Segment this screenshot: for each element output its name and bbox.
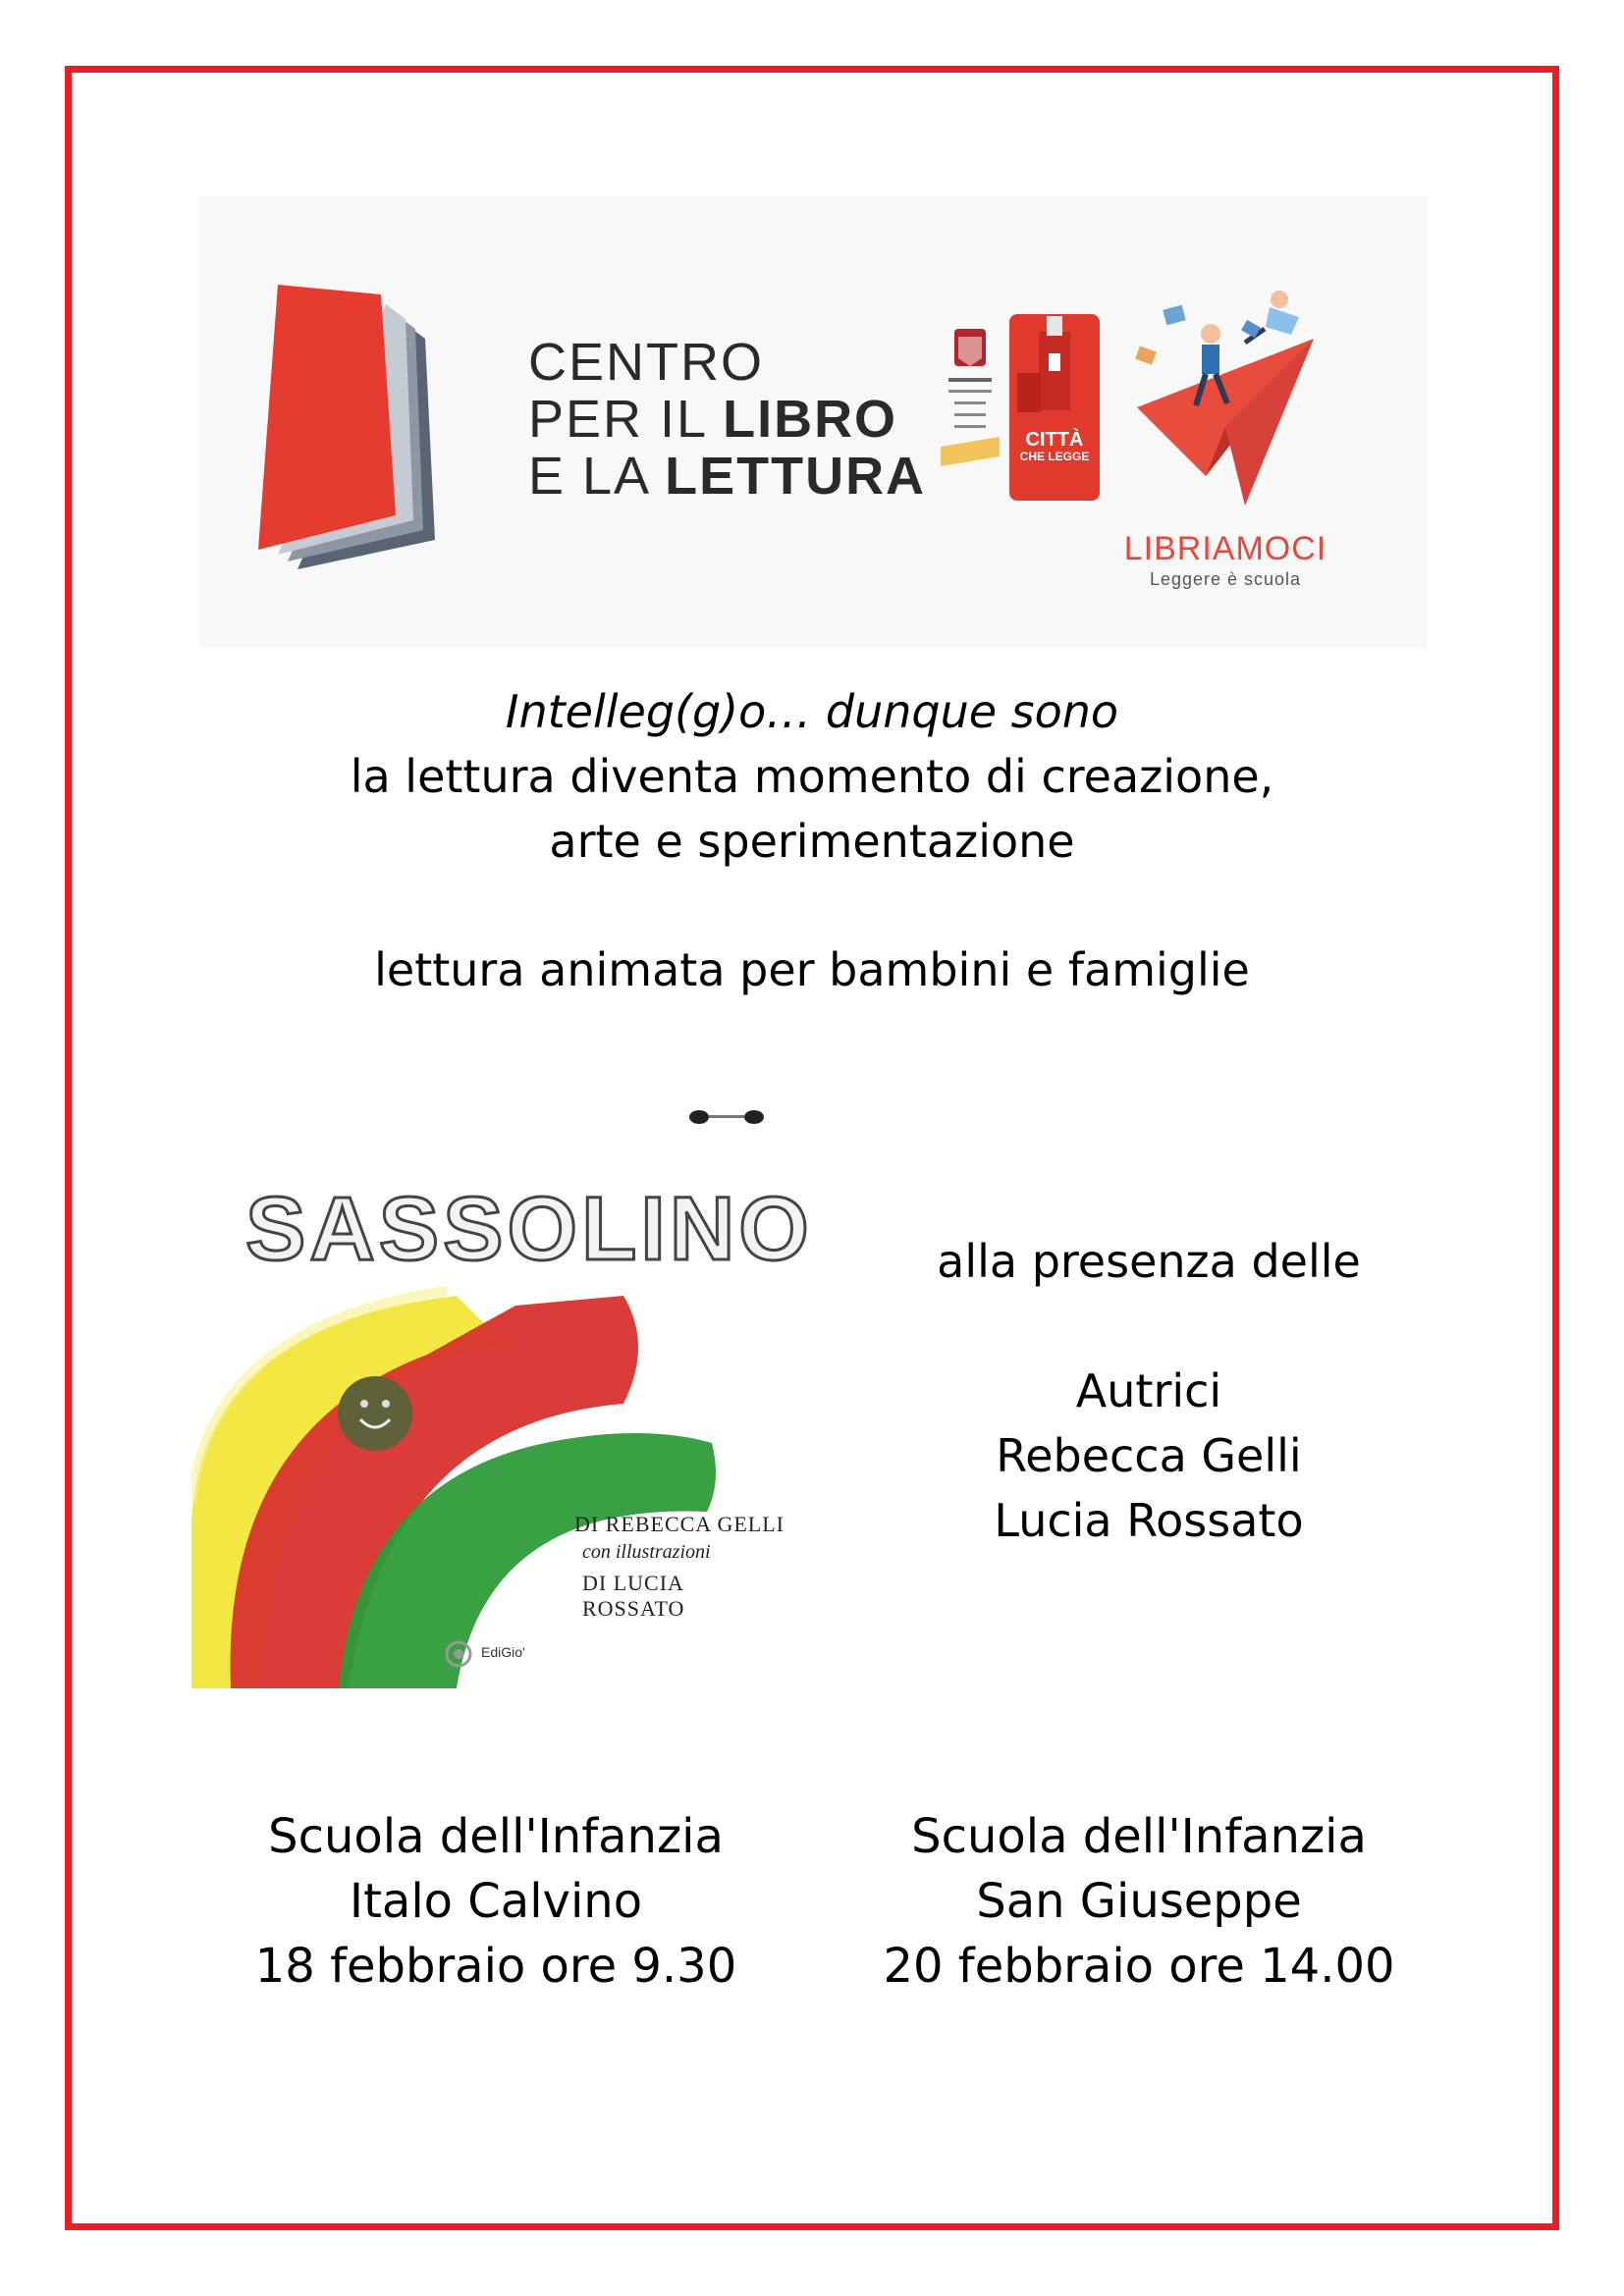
centro-libro-logo-icon [258, 285, 484, 569]
event-subtitle: lettura animata per bambini e famiglie [374, 943, 1250, 996]
municipal-crest-icon [941, 319, 1000, 466]
author-name-1: Rebecca Gelli [996, 1429, 1302, 1482]
cpl-line3: E LA LETTURA [528, 447, 927, 506]
event-1-name: Italo Calvino [349, 1874, 643, 1929]
citta-che-legge-badge [1009, 314, 1100, 501]
book-author: DI REBECCA GELLI [574, 1512, 785, 1536]
event-title: Intelleg(g)o… dunque sono [505, 685, 1119, 738]
libriamoci-title: LIBRIAMOCI [1123, 530, 1327, 567]
event-description-line2: arte e sperimentazione [549, 815, 1075, 868]
event-2-school: Scuola dell'Infanzia [911, 1809, 1367, 1864]
paper-plane-readers-icon [1117, 280, 1333, 535]
presence-role: Autrici [1075, 1364, 1222, 1417]
book-illustrations-label: con illustrazioni [582, 1541, 711, 1563]
event-1 [142, 1804, 849, 1999]
author-name-2: Lucia Rossato [994, 1494, 1304, 1547]
citta-badge-text: CITTÀ CHE LEGGE [1019, 429, 1090, 463]
event-1-date: 18 febbraio ore 9.30 [254, 1939, 737, 1994]
book-illustrator: DI LUCIA ROSSATO [582, 1571, 685, 1621]
book-title: SASSOLINO [245, 1179, 813, 1279]
cpl-line1: CENTRO [528, 333, 764, 392]
centro-libro-wordmark [528, 334, 926, 505]
tower-icon [1009, 314, 1100, 422]
event-1-school: Scuola dell'Infanzia [268, 1809, 724, 1864]
event-2 [785, 1804, 1492, 1999]
event-2-name: San Giuseppe [976, 1874, 1302, 1929]
logo-band [199, 196, 1429, 648]
book-publisher: EdiGio' [481, 1644, 525, 1660]
event-2-date: 20 febbraio ore 14.00 [883, 1939, 1395, 1994]
book-cover [191, 1109, 813, 1688]
presence-intro: alla presenza delle [937, 1235, 1361, 1288]
cpl-line2: PER IL LIBRO [528, 390, 898, 449]
event-description-line1: la lettura diventa momento di creazione, [350, 750, 1274, 803]
libriamoci-subtitle: Leggere è scuola [1149, 569, 1302, 589]
